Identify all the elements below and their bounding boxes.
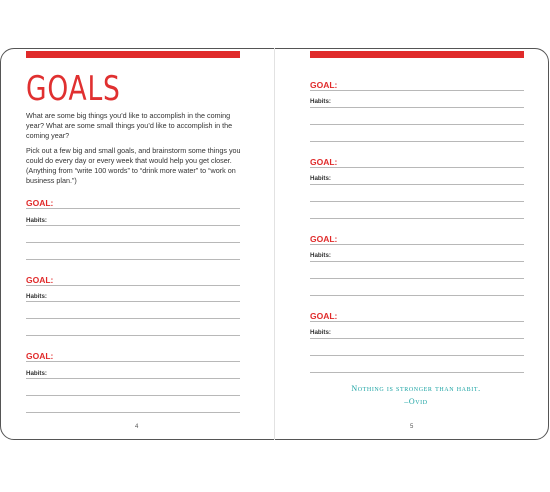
book-spine: [274, 48, 275, 440]
goal-label: GOAL:: [310, 157, 338, 167]
habit-write-line[interactable]: [26, 412, 240, 413]
goal-write-line[interactable]: [26, 208, 240, 209]
habits-label: Habits:: [26, 370, 47, 377]
goal-write-line[interactable]: [310, 321, 524, 322]
habit-write-line[interactable]: [26, 225, 240, 226]
habit-write-line[interactable]: [310, 295, 524, 296]
goal-label: GOAL:: [26, 275, 54, 285]
habit-write-line[interactable]: [26, 318, 240, 319]
right-page-header-bar: [310, 51, 524, 58]
habit-write-line[interactable]: [310, 201, 524, 202]
habit-write-line[interactable]: [26, 242, 240, 243]
habit-write-line[interactable]: [310, 218, 524, 219]
intro-paragraph-2: Pick out a few big and small goals, and brainstorm some things you could do every day or every week that would help you get closer. (Anything from “write 100 words” to “drink more water” to “work on business plan.”): [26, 146, 241, 185]
intro-paragraph-1: What are some big things you’d like to accomplish in the coming year? What are some small things you’d like to accomplish in the coming year?: [26, 111, 233, 140]
habit-write-line[interactable]: [26, 259, 240, 260]
habits-label: Habits:: [310, 329, 331, 336]
habits-label: Habits:: [310, 175, 331, 182]
page-number-left: 4: [135, 424, 139, 430]
quote-text: Nothing is stronger than habit.: [351, 384, 481, 393]
goal-label: GOAL:: [310, 311, 338, 321]
goal-label: GOAL:: [26, 351, 54, 361]
habit-write-line[interactable]: [26, 378, 240, 379]
habit-write-line[interactable]: [26, 335, 240, 336]
habit-write-line[interactable]: [310, 141, 524, 142]
quote-attribution: –Ovid: [404, 397, 428, 406]
habits-label: Habits:: [310, 98, 331, 105]
page-title: GOALS: [26, 69, 121, 109]
habit-write-line[interactable]: [310, 184, 524, 185]
goal-label: GOAL:: [310, 234, 338, 244]
habits-label: Habits:: [26, 293, 47, 300]
goal-write-line[interactable]: [310, 167, 524, 168]
habit-write-line[interactable]: [310, 261, 524, 262]
habit-write-line[interactable]: [310, 124, 524, 125]
habit-write-line[interactable]: [26, 395, 240, 396]
goal-label: GOAL:: [26, 198, 54, 208]
goal-write-line[interactable]: [26, 285, 240, 286]
goal-write-line[interactable]: [310, 90, 524, 91]
habit-write-line[interactable]: [310, 338, 524, 339]
habit-write-line[interactable]: [310, 107, 524, 108]
goal-write-line[interactable]: [26, 361, 240, 362]
habit-write-line[interactable]: [310, 355, 524, 356]
goal-label: GOAL:: [310, 80, 338, 90]
habits-label: Habits:: [310, 252, 331, 259]
goal-write-line[interactable]: [310, 244, 524, 245]
page-number-right: 5: [410, 424, 414, 430]
left-page-header-bar: [26, 51, 240, 58]
habits-label: Habits:: [26, 217, 47, 224]
habit-write-line[interactable]: [310, 278, 524, 279]
habit-write-line[interactable]: [26, 301, 240, 302]
habit-write-line[interactable]: [310, 372, 524, 373]
